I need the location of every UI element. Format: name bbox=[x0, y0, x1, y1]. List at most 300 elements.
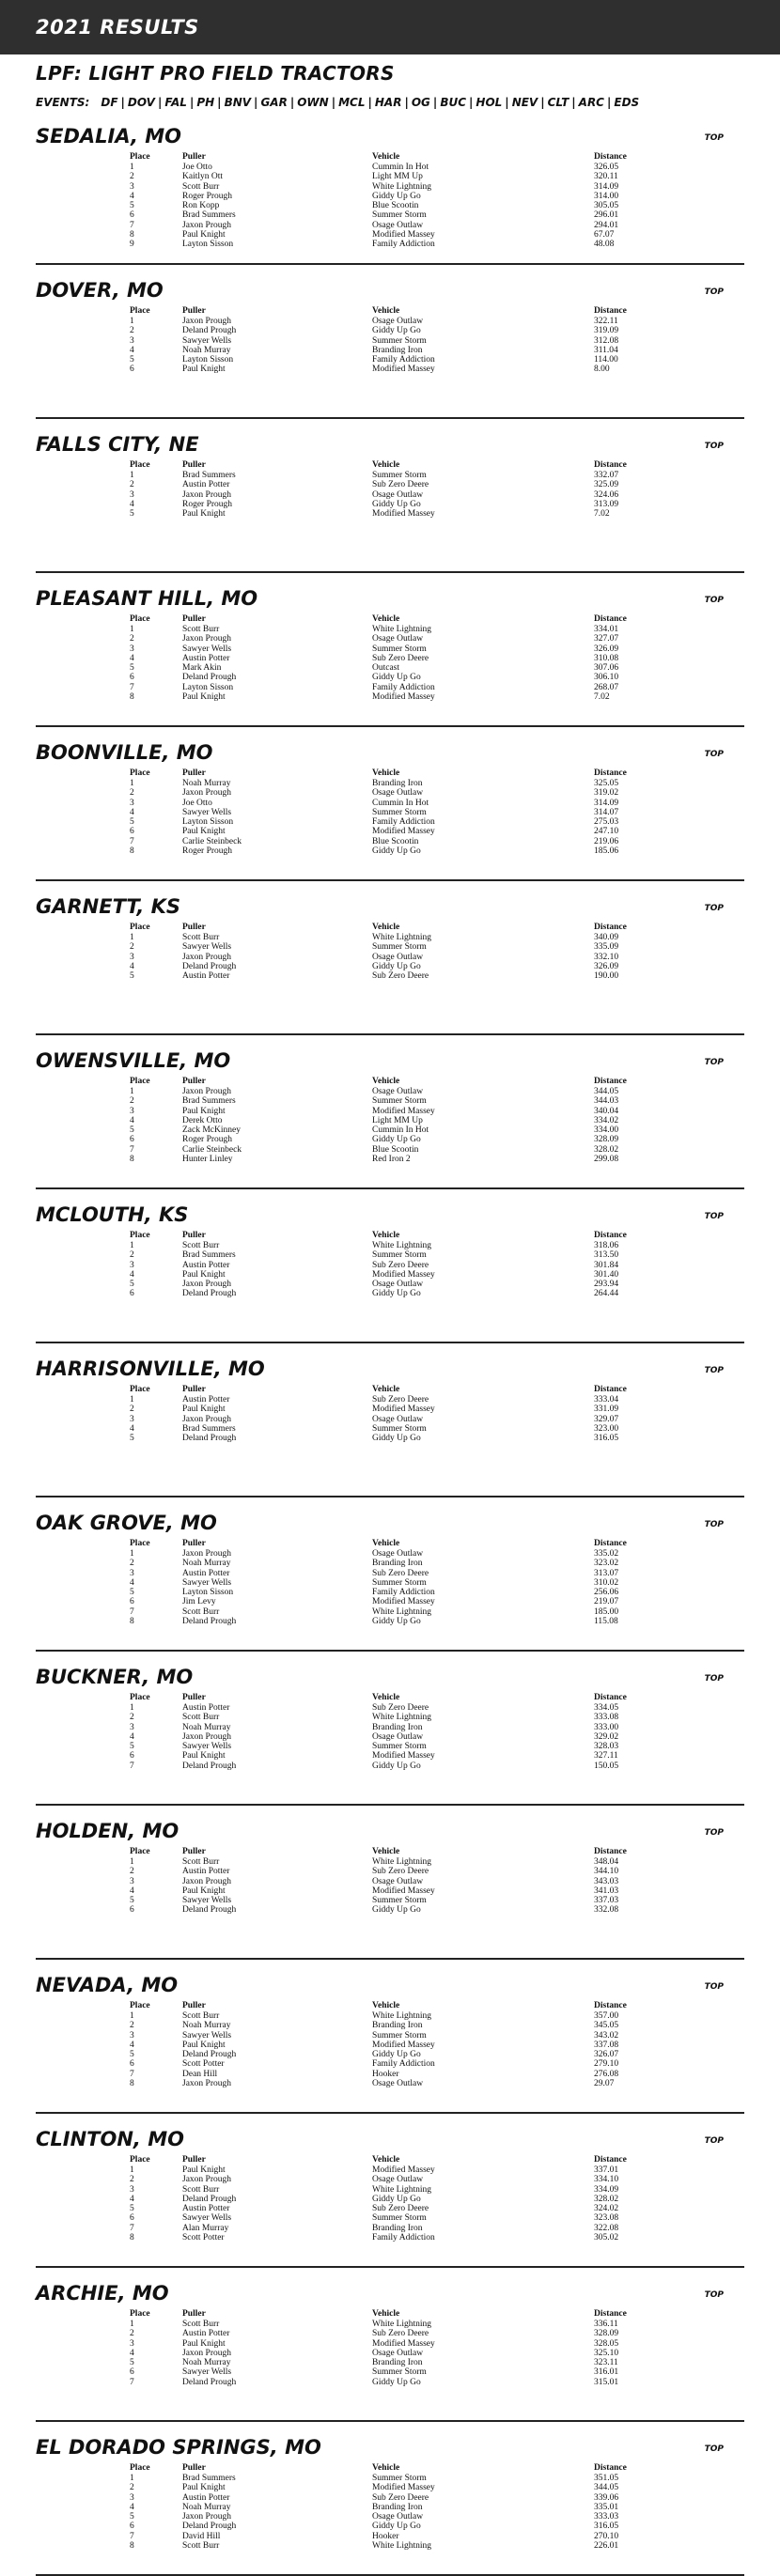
cell-distance: 319.02 bbox=[594, 788, 619, 799]
cell-vehicle: Osage Outlaw bbox=[372, 1280, 424, 1290]
table-row bbox=[130, 1713, 650, 1722]
cell-puller: Noah Murray bbox=[182, 345, 231, 355]
table-row bbox=[130, 2233, 650, 2242]
table-header-row bbox=[130, 460, 650, 471]
table-row bbox=[130, 163, 650, 172]
results-table bbox=[130, 2309, 650, 2387]
column-header-distance: Distance bbox=[594, 2463, 627, 2474]
table-row bbox=[130, 1145, 650, 1155]
cell-vehicle: Summer Storm bbox=[372, 2030, 427, 2041]
cell-puller: Jaxon Prough bbox=[182, 634, 231, 644]
cell-vehicle: Family Addiction bbox=[372, 2233, 435, 2243]
column-header-place: Place bbox=[130, 152, 150, 163]
table-header-row bbox=[130, 2463, 650, 2474]
cell-puller: Layton Sisson bbox=[182, 355, 234, 365]
cell-puller: Noah Murray bbox=[182, 2358, 231, 2368]
cell-place: 5 bbox=[130, 1125, 134, 1136]
cell-place: 4 bbox=[130, 653, 134, 663]
cell-place: 1 bbox=[130, 1857, 134, 1867]
cell-puller: Paul Knight bbox=[182, 1269, 226, 1280]
cell-place: 5 bbox=[130, 1896, 134, 1906]
cell-puller: Joe Otto bbox=[182, 798, 212, 808]
cell-puller: Jaxon Prough bbox=[182, 2175, 231, 2185]
table-header-row bbox=[130, 923, 650, 933]
cell-distance: 341.03 bbox=[594, 1885, 619, 1896]
table-row bbox=[130, 779, 650, 788]
back-to-top-link[interactable]: TOP bbox=[704, 1212, 724, 1221]
results-table bbox=[130, 306, 650, 375]
column-header-puller: Puller bbox=[182, 306, 206, 317]
cell-puller: Ron Kopp bbox=[182, 201, 220, 211]
cell-vehicle: Family Addiction bbox=[372, 817, 435, 828]
cell-puller: Brad Summers bbox=[182, 1096, 236, 1107]
cell-puller: Jaxon Prough bbox=[182, 1549, 231, 1559]
column-header-place: Place bbox=[130, 2463, 150, 2474]
cell-puller: Deland Prough bbox=[182, 326, 237, 336]
cell-vehicle: Osage Outlaw bbox=[372, 1731, 424, 1742]
event-link-df[interactable]: DF bbox=[101, 96, 118, 109]
cell-vehicle: Summer Storm bbox=[372, 1096, 427, 1107]
cell-puller: Scott Burr bbox=[182, 2320, 220, 2329]
cell-place: 3 bbox=[130, 2030, 134, 2041]
cell-place: 3 bbox=[130, 798, 134, 808]
cell-vehicle: White Lightning bbox=[372, 625, 432, 634]
cell-vehicle: Osage Outlaw bbox=[372, 788, 424, 799]
cell-distance: 325.09 bbox=[594, 480, 619, 490]
cell-vehicle: Sub Zero Deere bbox=[372, 2204, 429, 2214]
cell-vehicle: Modified Massey bbox=[372, 230, 435, 241]
cell-vehicle: Summer Storm bbox=[372, 1577, 427, 1588]
cell-vehicle: Osage Outlaw bbox=[372, 2348, 424, 2358]
column-header-puller: Puller bbox=[182, 2155, 206, 2165]
results-table bbox=[130, 1693, 650, 1771]
cell-puller: Deland Prough bbox=[182, 2377, 237, 2387]
cell-distance: 226.01 bbox=[594, 2541, 619, 2552]
table-row bbox=[130, 2339, 650, 2349]
table-row bbox=[130, 1424, 650, 1434]
table-row bbox=[130, 1723, 650, 1732]
cell-place: 5 bbox=[130, 201, 134, 211]
cell-vehicle: White Lightning bbox=[372, 2320, 432, 2329]
event-title: HARRISONVILLE, MO bbox=[36, 1358, 265, 1380]
cell-vehicle: Hooker bbox=[372, 2069, 399, 2079]
cell-puller: Zack McKinney bbox=[182, 1125, 241, 1136]
table-row bbox=[130, 182, 650, 192]
table-row bbox=[130, 172, 650, 181]
event-separator: | bbox=[254, 96, 258, 109]
cell-vehicle: Summer Storm bbox=[372, 471, 427, 480]
cell-puller: Paul Knight bbox=[182, 827, 226, 837]
cell-distance: 293.94 bbox=[594, 1280, 619, 1290]
back-to-top-link[interactable]: TOP bbox=[704, 1366, 724, 1375]
column-header-puller: Puller bbox=[182, 2463, 206, 2474]
cell-distance: 312.08 bbox=[594, 335, 619, 346]
cell-distance: 150.05 bbox=[594, 1761, 619, 1771]
cell-place: 3 bbox=[130, 1568, 134, 1578]
event-link-fal[interactable]: FAL bbox=[164, 96, 187, 109]
event-section bbox=[0, 1343, 780, 1497]
cell-place: 7 bbox=[130, 1606, 134, 1617]
event-link-og[interactable]: OG bbox=[411, 96, 430, 109]
cell-vehicle: Osage Outlaw bbox=[372, 1549, 424, 1559]
cell-vehicle: Branding Iron bbox=[372, 2358, 423, 2368]
cell-distance: 343.03 bbox=[594, 1876, 619, 1886]
cell-place: 3 bbox=[130, 2184, 134, 2195]
cell-puller: Jaxon Prough bbox=[182, 788, 231, 799]
table-row bbox=[130, 846, 650, 856]
table-row bbox=[130, 2512, 650, 2522]
column-header-vehicle: Vehicle bbox=[372, 923, 400, 933]
cell-vehicle: Summer Storm bbox=[372, 2474, 427, 2483]
table-row bbox=[130, 240, 650, 249]
back-to-top-link[interactable]: TOP bbox=[704, 1982, 724, 1992]
table-row bbox=[130, 1096, 650, 1106]
cell-place: 3 bbox=[130, 1876, 134, 1886]
cell-vehicle: Summer Storm bbox=[372, 2213, 427, 2224]
cell-distance: 331.09 bbox=[594, 1404, 619, 1415]
cell-place: 3 bbox=[130, 2492, 134, 2503]
cell-vehicle: Modified Massey bbox=[372, 1751, 435, 1761]
cell-place: 2 bbox=[130, 634, 134, 644]
column-header-distance: Distance bbox=[594, 1693, 627, 1703]
cell-distance: 275.03 bbox=[594, 817, 619, 828]
cell-puller: Austin Potter bbox=[182, 1395, 230, 1404]
cell-vehicle: Sub Zero Deere bbox=[372, 1395, 429, 1404]
back-to-top-link[interactable]: TOP bbox=[704, 1828, 724, 1838]
cell-vehicle: Giddy Up Go bbox=[372, 499, 421, 509]
cell-distance: 340.04 bbox=[594, 1106, 619, 1116]
event-link-gar[interactable]: GAR bbox=[260, 96, 288, 109]
back-to-top-link[interactable]: TOP bbox=[704, 1058, 724, 1067]
cell-place: 6 bbox=[130, 1905, 134, 1916]
column-header-puller: Puller bbox=[182, 1693, 206, 1703]
cell-vehicle: Giddy Up Go bbox=[372, 2522, 421, 2532]
table-row bbox=[130, 2474, 650, 2483]
results-table bbox=[130, 923, 650, 981]
cell-vehicle: Summer Storm bbox=[372, 2367, 427, 2378]
cell-vehicle: Light MM Up bbox=[372, 172, 423, 182]
cell-place: 5 bbox=[130, 817, 134, 828]
event-link-bnv[interactable]: BNV bbox=[224, 96, 252, 109]
cell-distance: 67.07 bbox=[594, 230, 615, 241]
table-row bbox=[130, 953, 650, 962]
cell-vehicle: Summer Storm bbox=[372, 807, 427, 817]
cell-vehicle: Giddy Up Go bbox=[372, 326, 421, 336]
cell-vehicle: Sub Zero Deere bbox=[372, 1867, 429, 1877]
cell-distance: 357.00 bbox=[594, 2011, 619, 2021]
cell-distance: 314.09 bbox=[594, 798, 619, 808]
cell-distance: 320.11 bbox=[594, 172, 618, 182]
cell-vehicle: Modified Massey bbox=[372, 2165, 435, 2175]
table-header-row bbox=[130, 1385, 650, 1395]
cell-distance: 314.07 bbox=[594, 807, 619, 817]
column-header-puller: Puller bbox=[182, 2001, 206, 2011]
event-link-own[interactable]: OWN bbox=[297, 96, 329, 109]
back-to-top-link[interactable]: TOP bbox=[704, 596, 724, 605]
column-header-distance: Distance bbox=[594, 1231, 627, 1241]
table-row bbox=[130, 1703, 650, 1713]
back-to-top-link[interactable]: TOP bbox=[704, 287, 724, 297]
cell-vehicle: Family Addiction bbox=[372, 240, 435, 250]
cell-distance: 247.10 bbox=[594, 827, 619, 837]
cell-puller: Austin Potter bbox=[182, 2492, 230, 2503]
table-header-row bbox=[130, 1693, 650, 1703]
column-header-place: Place bbox=[130, 768, 150, 779]
column-header-puller: Puller bbox=[182, 1077, 206, 1087]
back-to-top-link[interactable]: TOP bbox=[704, 904, 724, 913]
table-row bbox=[130, 2522, 650, 2531]
event-title: ARCHIE, MO bbox=[36, 2282, 169, 2304]
cell-distance: 333.08 bbox=[594, 1713, 619, 1723]
cell-place: 4 bbox=[130, 2040, 134, 2050]
cell-vehicle: Sub Zero Deere bbox=[372, 2492, 429, 2503]
cell-vehicle: Sub Zero Deere bbox=[372, 971, 429, 982]
column-header-puller: Puller bbox=[182, 1539, 206, 1549]
cell-distance: 351.05 bbox=[594, 2474, 619, 2483]
table-row bbox=[130, 788, 650, 798]
cell-vehicle: Cummin In Hot bbox=[372, 163, 429, 172]
cell-place: 6 bbox=[130, 827, 134, 837]
table-row bbox=[130, 2079, 650, 2088]
back-to-top-link[interactable]: TOP bbox=[704, 133, 724, 143]
cell-puller: Roger Prough bbox=[182, 1135, 233, 1145]
cell-puller: Noah Murray bbox=[182, 2021, 231, 2031]
cell-puller: Deland Prough bbox=[182, 1617, 237, 1627]
cell-puller: Layton Sisson bbox=[182, 1588, 234, 1598]
event-link-hol[interactable]: HOL bbox=[476, 96, 503, 109]
cell-puller: Austin Potter bbox=[182, 1260, 230, 1270]
cell-puller: Paul Knight bbox=[182, 2338, 226, 2349]
cell-distance: 305.02 bbox=[594, 2233, 619, 2243]
table-row bbox=[130, 1434, 650, 1443]
cell-vehicle: Giddy Up Go bbox=[372, 1905, 421, 1916]
cell-puller: Sawyer Wells bbox=[182, 1896, 232, 1906]
back-to-top-link[interactable]: TOP bbox=[704, 442, 724, 451]
table-row bbox=[130, 2483, 650, 2492]
table-row bbox=[130, 1867, 650, 1876]
cell-distance: 190.00 bbox=[594, 971, 619, 982]
cell-vehicle: Modified Massey bbox=[372, 509, 435, 520]
cell-distance: 329.02 bbox=[594, 1731, 619, 1742]
cell-puller: Austin Potter bbox=[182, 480, 230, 490]
cell-place: 5 bbox=[130, 355, 134, 365]
table-row bbox=[130, 1250, 650, 1260]
cell-distance: 337.03 bbox=[594, 1896, 619, 1906]
cell-puller: Jaxon Prough bbox=[182, 220, 231, 230]
results-table bbox=[130, 1847, 650, 1916]
table-header-row bbox=[130, 768, 650, 779]
event-link-buc[interactable]: BUC bbox=[440, 96, 467, 109]
event-link-mcl[interactable]: MCL bbox=[338, 96, 366, 109]
cell-place: 6 bbox=[130, 2367, 134, 2378]
event-link-nev[interactable]: NEV bbox=[511, 96, 538, 109]
table-row bbox=[130, 1761, 650, 1771]
event-link-eds[interactable]: EDS bbox=[614, 96, 640, 109]
cell-place: 1 bbox=[130, 2165, 134, 2175]
cell-puller: Sawyer Wells bbox=[182, 807, 232, 817]
cell-vehicle: Summer Storm bbox=[372, 1742, 427, 1752]
back-to-top-link[interactable]: TOP bbox=[704, 750, 724, 759]
cell-puller: Deland Prough bbox=[182, 1761, 237, 1771]
cell-distance: 327.07 bbox=[594, 634, 619, 644]
table-row bbox=[130, 644, 650, 654]
cell-distance: 314.09 bbox=[594, 181, 619, 192]
cell-vehicle: Summer Storm bbox=[372, 1896, 427, 1906]
cell-puller: Sawyer Wells bbox=[182, 644, 232, 654]
table-row bbox=[130, 971, 650, 981]
cell-place: 3 bbox=[130, 1260, 134, 1270]
cell-distance: 114.00 bbox=[594, 355, 618, 365]
cell-place: 1 bbox=[130, 1549, 134, 1559]
cell-vehicle: Osage Outlaw bbox=[372, 2175, 424, 2185]
cell-distance: 307.06 bbox=[594, 663, 619, 674]
cell-place: 6 bbox=[130, 673, 134, 683]
table-row bbox=[130, 1857, 650, 1867]
cell-vehicle: Modified Massey bbox=[372, 1106, 435, 1116]
cell-puller: Sawyer Wells bbox=[182, 1577, 232, 1588]
cell-distance: 326.05 bbox=[594, 163, 619, 172]
cell-place: 4 bbox=[130, 191, 134, 201]
cell-puller: Paul Knight bbox=[182, 2040, 226, 2050]
cell-distance: 323.08 bbox=[594, 2213, 619, 2224]
event-section bbox=[0, 2114, 780, 2268]
table-header-row bbox=[130, 2155, 650, 2165]
cell-vehicle: Modified Massey bbox=[372, 1885, 435, 1896]
cell-place: 2 bbox=[130, 1559, 134, 1569]
event-separator: | bbox=[189, 96, 195, 109]
cell-distance: 332.07 bbox=[594, 471, 619, 480]
table-header-row bbox=[130, 1077, 650, 1087]
event-section bbox=[0, 573, 780, 727]
cell-vehicle: Light MM Up bbox=[372, 1115, 423, 1125]
cell-place: 1 bbox=[130, 2320, 134, 2329]
cell-place: 2 bbox=[130, 2175, 134, 2185]
column-header-place: Place bbox=[130, 1385, 150, 1395]
cell-puller: Roger Prough bbox=[182, 191, 233, 201]
back-to-top-link[interactable]: TOP bbox=[704, 2444, 724, 2454]
cell-puller: Noah Murray bbox=[182, 2502, 231, 2512]
cell-place: 1 bbox=[130, 317, 134, 326]
cell-distance: 319.09 bbox=[594, 326, 619, 336]
event-link-arc[interactable]: ARC bbox=[578, 96, 604, 109]
table-row bbox=[130, 1886, 650, 1896]
table-row bbox=[130, 2041, 650, 2050]
cell-distance: 328.09 bbox=[594, 2329, 619, 2339]
column-header-place: Place bbox=[130, 2155, 150, 2165]
table-header-row bbox=[130, 1231, 650, 1241]
events-label: EVENTS: bbox=[36, 96, 90, 109]
event-title: NEVADA, MO bbox=[36, 1974, 179, 1996]
table-row bbox=[130, 1896, 650, 1905]
table-row bbox=[130, 221, 650, 230]
cell-place: 8 bbox=[130, 2079, 134, 2089]
cell-place: 2 bbox=[130, 480, 134, 490]
cell-vehicle: Giddy Up Go bbox=[372, 1135, 421, 1145]
column-header-puller: Puller bbox=[182, 152, 206, 163]
event-separator: | bbox=[607, 96, 612, 109]
cell-place: 3 bbox=[130, 1722, 134, 1732]
event-link-clt[interactable]: CLT bbox=[547, 96, 569, 109]
column-header-place: Place bbox=[130, 460, 150, 471]
table-row bbox=[130, 2541, 650, 2551]
cell-puller: Paul Knight bbox=[182, 509, 226, 520]
cell-distance: 345.05 bbox=[594, 2021, 619, 2031]
cell-place: 2 bbox=[130, 1250, 134, 1261]
back-to-top-link[interactable]: TOP bbox=[704, 1520, 724, 1529]
column-header-distance: Distance bbox=[594, 1539, 627, 1549]
column-header-vehicle: Vehicle bbox=[372, 1693, 400, 1703]
event-title: DOVER, MO bbox=[36, 279, 164, 302]
cell-puller: Carlie Steinbeck bbox=[182, 836, 242, 846]
cell-distance: 336.11 bbox=[594, 2320, 618, 2329]
cell-puller: Hunter Linley bbox=[182, 1155, 233, 1165]
cell-distance: 306.10 bbox=[594, 673, 619, 683]
cell-vehicle: Sub Zero Deere bbox=[372, 1568, 429, 1578]
cell-vehicle: Osage Outlaw bbox=[372, 952, 424, 962]
cell-distance: 322.08 bbox=[594, 2223, 619, 2233]
table-row bbox=[130, 1732, 650, 1742]
cell-place: 7 bbox=[130, 2377, 134, 2387]
cell-distance: 344.03 bbox=[594, 1096, 619, 1107]
cell-puller: Austin Potter bbox=[182, 2329, 230, 2339]
cell-puller: Paul Knight bbox=[182, 1885, 226, 1896]
table-row bbox=[130, 827, 650, 836]
cell-puller: Alan Murray bbox=[182, 2223, 229, 2233]
cell-distance: 334.05 bbox=[594, 1703, 619, 1713]
cell-distance: 29.07 bbox=[594, 2079, 615, 2089]
column-header-vehicle: Vehicle bbox=[372, 2001, 400, 2011]
event-link-dov[interactable]: DOV bbox=[127, 96, 155, 109]
cell-puller: Scott Burr bbox=[182, 2184, 220, 2195]
event-link-har[interactable]: HAR bbox=[374, 96, 402, 109]
cell-vehicle: Sub Zero Deere bbox=[372, 480, 429, 490]
event-title: CLINTON, MO bbox=[36, 2128, 184, 2150]
event-separator: | bbox=[505, 96, 509, 109]
cell-distance: 316.05 bbox=[594, 1434, 619, 1444]
cell-vehicle: Modified Massey bbox=[372, 2040, 435, 2050]
event-separator: | bbox=[469, 96, 474, 109]
results-table bbox=[130, 152, 650, 250]
cell-puller: Layton Sisson bbox=[182, 682, 234, 692]
cell-puller: Scott Burr bbox=[182, 1857, 220, 1867]
cell-vehicle: Branding Iron bbox=[372, 1722, 423, 1732]
column-header-puller: Puller bbox=[182, 460, 206, 471]
cell-vehicle: Family Addiction bbox=[372, 355, 435, 365]
cell-distance: 276.08 bbox=[594, 2069, 619, 2079]
table-row bbox=[130, 673, 650, 682]
back-to-top-link[interactable]: TOP bbox=[704, 2136, 724, 2146]
cell-puller: Paul Knight bbox=[182, 1106, 226, 1116]
cell-distance: 299.08 bbox=[594, 1155, 619, 1165]
back-to-top-link[interactable]: TOP bbox=[704, 2290, 724, 2300]
column-header-distance: Distance bbox=[594, 1385, 627, 1395]
cell-distance: 7.02 bbox=[594, 692, 610, 703]
table-row bbox=[130, 317, 650, 326]
cell-place: 6 bbox=[130, 365, 134, 375]
cell-distance: 343.02 bbox=[594, 2030, 619, 2041]
cell-place: 6 bbox=[130, 2059, 134, 2070]
event-link-ph[interactable]: PH bbox=[196, 96, 215, 109]
cell-distance: 328.03 bbox=[594, 1742, 619, 1752]
cell-distance: 334.09 bbox=[594, 2184, 619, 2195]
cell-place: 5 bbox=[130, 1280, 134, 1290]
table-row bbox=[130, 471, 650, 480]
table-row bbox=[130, 2195, 650, 2204]
cell-puller: Mark Akin bbox=[182, 663, 222, 674]
back-to-top-link[interactable]: TOP bbox=[704, 1674, 724, 1684]
cell-distance: 334.02 bbox=[594, 1115, 619, 1125]
cell-place: 4 bbox=[130, 1115, 134, 1125]
